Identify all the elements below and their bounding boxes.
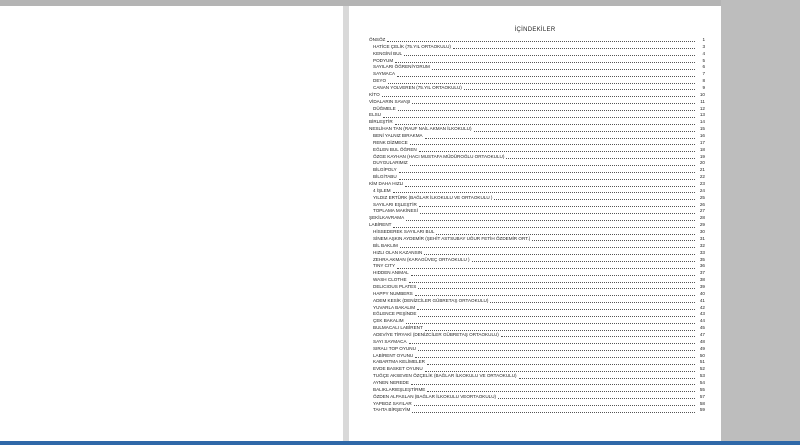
- toc-leader-dots: [425, 371, 695, 372]
- toc-leader-dots: [425, 330, 695, 331]
- toc-leader-dots: [395, 124, 695, 125]
- toc-leader-dots: [418, 316, 695, 317]
- toc-leader-dots: [424, 254, 695, 255]
- toc-entry-page: 29: [699, 222, 705, 228]
- toc-leader-dots: [393, 227, 695, 228]
- toc-entry[interactable]: [369, 236, 705, 243]
- toc-entry-label: BİLGİTABU: [373, 174, 397, 180]
- toc-entry[interactable]: [369, 394, 705, 401]
- toc-entry[interactable]: [369, 51, 705, 58]
- toc-entry[interactable]: [369, 106, 705, 113]
- toc-entry[interactable]: [369, 154, 705, 161]
- toc-leader-dots: [397, 268, 695, 269]
- toc-entry[interactable]: [369, 243, 705, 250]
- toc-entry-label: NESLİHAN TAN (RAUF NAİL AKMAN İLKOKULU): [369, 126, 472, 132]
- toc-entry[interactable]: [369, 407, 705, 414]
- toc-entry-label: ZEHRA AKMAN (KARAGÜVEÇ ORTAOKULU ): [373, 256, 470, 262]
- toc-entry-label: VİDALARIN SAVAŞI: [369, 98, 411, 104]
- toc-leader-dots: [490, 302, 695, 303]
- toc-entry-page: 30: [699, 229, 705, 235]
- toc-entry[interactable]: [369, 373, 705, 380]
- toc-entry[interactable]: [369, 298, 705, 305]
- toc-entry[interactable]: [369, 359, 705, 366]
- toc-leader-dots: [420, 213, 695, 214]
- toc-entry-label: SAYI SAYMACA: [373, 338, 407, 344]
- toc-entry[interactable]: [369, 202, 705, 209]
- toc-leader-dots: [415, 295, 695, 296]
- toc-entry[interactable]: [369, 263, 705, 270]
- toc-entry-label: RENK DİZMECE: [373, 139, 408, 145]
- toc-leader-dots: [399, 179, 695, 180]
- toc-entry-page: 19: [699, 153, 705, 159]
- toc-entry-label: KABARTMA KELİMELER: [373, 359, 425, 365]
- toc-entry-page: 32: [699, 242, 705, 248]
- toc-entry[interactable]: [369, 195, 705, 202]
- toc-entry-label: DUYGULARIMIZ: [373, 160, 408, 166]
- toc-leader-dots: [519, 378, 695, 379]
- toc-entry-page: 3: [702, 43, 705, 49]
- toc-entry-page: 22: [699, 174, 705, 180]
- toc-entry[interactable]: [369, 92, 705, 99]
- toc-leader-dots: [409, 343, 695, 344]
- toc-entry[interactable]: [369, 380, 705, 387]
- toc-entry-label: KENGİNİ BUL: [373, 50, 403, 56]
- toc-entry[interactable]: [369, 291, 705, 298]
- toc-entry-label: SİNEM AŞKIN AYDEMİR (ŞEHİT ASTSUBAY UĞUR FETİH ÖZDEMİR ORT.): [373, 235, 531, 241]
- toc-leader-dots: [419, 206, 695, 207]
- toc-entry-page: 17: [699, 139, 705, 145]
- toc-entry[interactable]: [369, 250, 705, 257]
- toc-leader-dots: [418, 350, 695, 351]
- toc-entry[interactable]: [369, 174, 705, 181]
- taskbar-strip: [0, 441, 800, 445]
- toc-entry-page: 21: [699, 167, 705, 173]
- toc-entry-page: 16: [699, 133, 705, 139]
- toc-entry-label: ÖNSÖZ: [369, 37, 386, 42]
- toc-entry-page: 28: [699, 215, 705, 221]
- toc-entry-page: 37: [699, 270, 705, 276]
- toc-entry-page: 55: [699, 386, 705, 392]
- toc-entry[interactable]: [369, 188, 705, 195]
- toc-entry-page: 4: [702, 50, 705, 56]
- toc-list: [369, 37, 705, 414]
- toc-entry-page: 59: [699, 407, 705, 413]
- toc-entry-page: 9: [702, 85, 705, 91]
- toc-entry[interactable]: [369, 257, 705, 264]
- toc-leader-dots: [432, 69, 695, 70]
- toc-entry[interactable]: [369, 229, 705, 236]
- toc-entry-page: 45: [699, 325, 705, 331]
- toc-entry[interactable]: [369, 401, 705, 408]
- toc-entry-page: 50: [699, 352, 705, 358]
- toc-entry-label: SAYMACA: [373, 71, 396, 77]
- toc-leader-dots: [494, 199, 695, 200]
- toc-entry[interactable]: [369, 339, 705, 346]
- toc-entry-page: 53: [699, 373, 705, 379]
- toc-entry-label: 4 İŞLEM: [373, 187, 391, 193]
- toc-entry[interactable]: [369, 140, 705, 147]
- toc-entry[interactable]: [369, 208, 705, 215]
- toc-entry-label: TINY CITY: [373, 263, 396, 269]
- toc-entry-page: 6: [702, 64, 705, 70]
- toc-leader-dots: [498, 398, 695, 399]
- toc-entry-label: SAYILARI EŞLEŞTİR: [373, 201, 417, 207]
- toc-entry-page: 25: [699, 194, 705, 200]
- toc-leader-dots: [409, 282, 695, 283]
- toc-entry-label: LABİRENT: [369, 222, 392, 228]
- toc-leader-dots: [383, 117, 695, 118]
- toc-entry-label: BENİ YALNIZ BIRAKMA: [373, 133, 423, 139]
- toc-entry-label: BALIKLARIEŞLEŞTİRME: [373, 386, 426, 392]
- toc-leader-dots: [472, 261, 695, 262]
- toc-entry-page: 13: [699, 112, 705, 118]
- toc-entry-page: 54: [699, 379, 705, 385]
- toc-entry-label: BİL BAKLIM: [373, 242, 398, 248]
- toc-title: İÇİNDEKİLER: [514, 27, 556, 33]
- toc-entry-page: 47: [699, 331, 705, 337]
- toc-leader-dots: [412, 412, 695, 413]
- toc-leader-dots: [388, 83, 695, 84]
- toc-entry-page: 35: [699, 256, 705, 262]
- toc-entry-page: 8: [702, 78, 705, 84]
- left-page: [0, 6, 343, 441]
- right-page-toc[interactable]: [349, 6, 721, 441]
- toc-entry-label: CANAN YOLVEREN (75.YIL ORTAOKULU): [373, 85, 462, 91]
- toc-entry[interactable]: [369, 160, 705, 167]
- toc-leader-dots: [393, 192, 695, 193]
- toc-entry-page: 52: [699, 366, 705, 372]
- toc-leader-dots: [400, 247, 695, 248]
- toc-leader-dots: [419, 151, 695, 152]
- toc-leader-dots: [427, 391, 695, 392]
- toc-entry-page: 7: [702, 71, 705, 77]
- toc-entry-label: EVDE BASKET OYUNU: [373, 366, 423, 372]
- toc-leader-dots: [397, 76, 695, 77]
- toc-entry-label: HAPPY NUMBERS: [373, 290, 413, 296]
- toc-entry[interactable]: [369, 284, 705, 291]
- toc-entry[interactable]: [369, 71, 705, 78]
- toc-entry-page: 10: [699, 91, 705, 97]
- toc-entry-label: ŞEKİLKAVRAMA: [369, 215, 405, 221]
- toc-leader-dots: [412, 103, 695, 104]
- toc-entry-label: ÖZGE KAYHAN (HACI MUSTAFA MÜDÜROĞLU ORTAOKULU): [373, 153, 505, 159]
- toc-entry-page: 39: [699, 283, 705, 289]
- toc-entry-page: 24: [699, 187, 705, 193]
- toc-entry-label: KİM DAHA HIZLI: [369, 181, 404, 187]
- toc-entry-label: DÜĞMELE: [373, 105, 396, 111]
- toc-entry[interactable]: [369, 64, 705, 71]
- toc-entry-page: 43: [699, 311, 705, 317]
- toc-leader-dots: [395, 62, 695, 63]
- toc-entry-label: HİSSEDEREK SAYILARI BUL: [373, 229, 435, 235]
- toc-entry-label: EĞLENCE PEŞİNDE: [373, 311, 417, 317]
- toc-entry[interactable]: [369, 112, 705, 119]
- toc-entry-label: HIDDEN ANIMAL: [373, 270, 409, 276]
- toc-entry-page: 58: [699, 400, 705, 406]
- toc-leader-dots: [406, 220, 695, 221]
- toc-entry[interactable]: [369, 325, 705, 332]
- toc-entry[interactable]: [369, 387, 705, 394]
- toc-entry-label: DELICIOUS PLATES: [373, 283, 417, 289]
- toc-entry-page: 36: [699, 263, 705, 269]
- toc-entry-page: 33: [699, 249, 705, 255]
- toc-leader-dots: [387, 41, 695, 42]
- toc-entry-label: TUĞÇE AKSEVEN ÖZÇELİK (BAĞLAR İLKOKULU VE ORTAOKULU): [373, 373, 517, 379]
- toc-entry[interactable]: [369, 270, 705, 277]
- toc-entry-label: PODYUM: [373, 57, 394, 63]
- toc-entry[interactable]: [369, 167, 705, 174]
- toc-entry-label: LABİRENT OYUNU: [373, 352, 414, 358]
- toc-entry-label: BİRLEŞTİR: [369, 119, 393, 125]
- toc-entry-label: YUVARLA BAKALIM: [373, 304, 416, 310]
- toc-entry-page: 41: [699, 297, 705, 303]
- toc-leader-dots: [506, 158, 695, 159]
- toc-entry-label: BİLGİPOLY: [373, 167, 397, 173]
- toc-entry-label: ÖZDEN ALPASLAN (BAĞLAR İLKOKULU VEORTAOKULU): [373, 393, 497, 399]
- toc-entry-label: KİTO: [369, 91, 380, 97]
- toc-entry[interactable]: [369, 85, 705, 92]
- toc-leader-dots: [532, 240, 695, 241]
- toc-entry-label: AYNEN NEREDE: [373, 379, 409, 385]
- toc-entry-page: 49: [699, 345, 705, 351]
- toc-leader-dots: [464, 89, 695, 90]
- toc-leader-dots: [382, 96, 695, 97]
- toc-entry-page: 38: [699, 277, 705, 283]
- toc-entry-label: WASH CLOTHE: [373, 277, 407, 283]
- toc-entry-page: 15: [699, 126, 705, 132]
- toc-leader-dots: [474, 131, 695, 132]
- toc-entry-page: 1: [702, 37, 705, 42]
- toc-entry-label: TOPLAMA MAKİNESİ: [373, 208, 418, 214]
- toc-leader-dots: [415, 357, 695, 358]
- toc-entry[interactable]: [369, 44, 705, 51]
- toc-entry-page: 26: [699, 201, 705, 207]
- toc-entry-label: ELSU: [369, 112, 382, 118]
- toc-entry-label: ADEM KESİK (DENİZCİLER GÜBRETAŞ ORTAOKULU): [373, 297, 489, 303]
- toc-leader-dots: [427, 364, 695, 365]
- toc-entry[interactable]: [369, 133, 705, 140]
- toc-entry-page: 42: [699, 304, 705, 310]
- toc-entry-label: SIRALI TOP OYUNU: [373, 345, 416, 351]
- toc-entry-label: EĞLEN BUL ÖĞREN: [373, 146, 417, 152]
- toc-entry[interactable]: [369, 346, 705, 353]
- toc-entry[interactable]: [369, 37, 705, 44]
- toc-leader-dots: [410, 165, 695, 166]
- toc-leader-dots: [436, 234, 695, 235]
- toc-leader-dots: [501, 336, 695, 337]
- toc-leader-dots: [417, 309, 695, 310]
- toc-entry-label: SAYILARI ÖĞRENİYORUM: [373, 64, 430, 70]
- toc-entry[interactable]: [369, 215, 705, 222]
- toc-leader-dots: [411, 384, 695, 385]
- toc-entry-page: 11: [700, 98, 705, 104]
- toc-leader-dots: [398, 110, 695, 111]
- toc-leader-dots: [453, 48, 695, 49]
- toc-entry-label: TAHTA BİRŞEYİM: [373, 407, 411, 413]
- toc-leader-dots: [410, 144, 695, 145]
- toc-leader-dots: [418, 288, 695, 289]
- toc-entry-page: 48: [699, 338, 705, 344]
- toc-entry-page: 44: [699, 318, 705, 324]
- toc-entry-page: 27: [699, 208, 705, 214]
- toc-leader-dots: [405, 186, 695, 187]
- toc-leader-dots: [425, 138, 695, 139]
- toc-entry-label: HIZLI OLAN KAZANSIN: [373, 249, 423, 255]
- toc-entry-page: 12: [699, 105, 705, 111]
- toc-entry[interactable]: [369, 332, 705, 339]
- toc-entry[interactable]: [369, 277, 705, 284]
- toc-entry-label: BULMACALI LABİRENT: [373, 325, 423, 331]
- toc-entry-page: 31: [699, 235, 705, 241]
- toc-entry-page: 14: [699, 119, 705, 125]
- toc-leader-dots: [404, 55, 695, 56]
- toc-entry[interactable]: [369, 305, 705, 312]
- toc-entry[interactable]: [369, 99, 705, 106]
- toc-leader-dots: [411, 275, 695, 276]
- toc-leader-dots: [399, 172, 695, 173]
- toc-entry-label: DEYO: [373, 78, 387, 84]
- toc-entry[interactable]: [369, 181, 705, 188]
- toc-entry-label: YAPBOZ SAYILAR: [373, 400, 412, 406]
- toc-entry-page: 23: [699, 181, 705, 187]
- toc-entry-label: HATİCE ÇELİK (75.YIL ORTAOKULU): [373, 43, 451, 49]
- toc-entry-page: 18: [699, 146, 705, 152]
- toc-entry[interactable]: [369, 311, 705, 318]
- toc-entry-label: ÇEK BAKALIM: [373, 318, 404, 324]
- viewer-side-panel: [721, 0, 800, 445]
- toc-leader-dots: [406, 323, 695, 324]
- toc-entry-page: 57: [699, 393, 705, 399]
- toc-entry[interactable]: [369, 126, 705, 133]
- toc-leader-dots: [414, 405, 695, 406]
- toc-entry[interactable]: [369, 78, 705, 85]
- toc-entry-page: 20: [699, 160, 705, 166]
- toc-entry-page: 5: [702, 57, 705, 63]
- toc-entry[interactable]: [369, 147, 705, 154]
- toc-entry-label: YILDIZ ERTÜRK (BAĞLAR İLKOKULU VE ORTAOKULU ): [373, 194, 493, 200]
- toc-entry-page: 51: [699, 359, 705, 365]
- toc-entry-label: ADEVİYE TİRYAKİ (DENİZCİLER GÜBRETAŞ ORTAOKULU): [373, 331, 499, 337]
- toc-entry-page: 40: [699, 290, 705, 296]
